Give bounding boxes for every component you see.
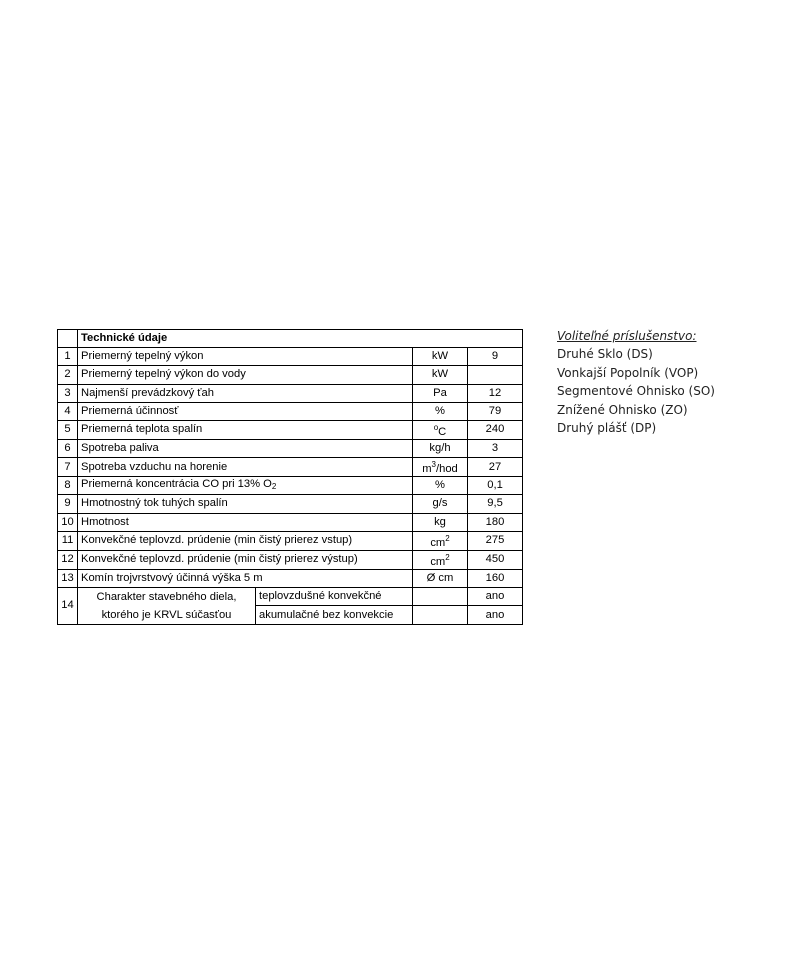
row-unit [413, 366, 468, 384]
row-unit [413, 458, 468, 477]
row-label-text: Komín trojvrstvový účinná výška 5 m [81, 571, 263, 584]
row-label-text: Priemerný tepelný výkon do vody [81, 368, 246, 381]
row-value: 240 [468, 420, 523, 439]
row-label-text: Hmotnostný tok tuhých spalín [81, 497, 228, 510]
row-value: 9 [468, 348, 523, 366]
row-value: ano [468, 606, 523, 625]
row-number: 7 [58, 458, 78, 477]
table-row [58, 458, 523, 477]
row-value: 275 [468, 531, 523, 550]
row-unit-text: kg [434, 515, 446, 528]
row-number: 10 [58, 513, 78, 531]
accessory-item: Segmentové Ohnisko (SO) [557, 384, 715, 399]
table-row [58, 384, 523, 402]
row-unit-superscript: o [433, 422, 439, 432]
row-unit [413, 606, 468, 625]
row-label [78, 477, 413, 495]
row-value: 12 [468, 384, 523, 402]
row-label [78, 458, 413, 477]
accessory-item: Druhé Sklo (DS) [557, 347, 653, 361]
row-unit-text: % [435, 479, 445, 492]
row-value: 79 [468, 402, 523, 420]
row-unit [413, 531, 468, 550]
row-unit-text: /hod [436, 463, 458, 476]
row-unit-text: kW [431, 368, 449, 381]
row-unit-superscript: 2 [445, 552, 450, 562]
row-value: 160 [468, 569, 523, 587]
row-unit [413, 348, 468, 366]
row-label-text: Priemerná teplota spalín [81, 423, 203, 436]
row-label [78, 569, 413, 587]
table-row [58, 587, 523, 606]
table-row [58, 348, 523, 366]
row-unit [413, 477, 468, 495]
row-unit [413, 420, 468, 439]
row-value: 0,1 [468, 477, 523, 495]
row-unit-text: Pa [433, 386, 447, 399]
technical-data-table-wrapper [57, 329, 522, 625]
row-unit [413, 384, 468, 402]
row-value: 450 [468, 550, 523, 569]
row-number: 12 [58, 550, 78, 569]
row-number: 14 [58, 587, 78, 624]
row-unit-text: g/s [432, 497, 448, 510]
table-row [58, 420, 523, 439]
row-label-text: Priemerná koncentrácia CO pri 13% O [81, 478, 272, 491]
row-label-text: Konvekčné teplovzd. prúdenie (min čistý prierez vstup) [81, 534, 353, 547]
row-unit [413, 587, 468, 606]
table-title: Technické údaje [78, 330, 523, 348]
row-label-text: Konvekčné teplovzd. prúdenie (min čistý prierez výstup) [81, 553, 358, 566]
technical-data-table [57, 329, 523, 625]
row-number: 8 [58, 477, 78, 495]
row-unit [413, 550, 468, 569]
row-number: 3 [58, 384, 78, 402]
accessories-panel [557, 329, 715, 438]
row-label [78, 366, 413, 384]
row-unit [413, 495, 468, 513]
table-row [58, 550, 523, 569]
row-value: 9,5 [468, 495, 523, 513]
row-number: 13 [58, 569, 78, 587]
row-label [78, 550, 413, 569]
header-blank-cell [58, 330, 78, 348]
row-label-subscript: 2 [271, 482, 277, 492]
accessory-item: Vonkajší Popolník (VOP) [557, 365, 699, 380]
row-unit-text: cm [430, 536, 446, 549]
row-value: 180 [468, 513, 523, 531]
row-value: 27 [468, 458, 523, 477]
row-label-text: Spotreba paliva [81, 442, 159, 455]
accessories-title: Voliteľné príslušenstvo: [557, 329, 697, 343]
row-number: 9 [58, 495, 78, 513]
row-unit-text: kW [431, 350, 449, 363]
row-number: 4 [58, 402, 78, 420]
row-label [78, 384, 413, 402]
accessories-list [557, 345, 715, 438]
row-label-line1: Charakter stavebného diela, [96, 590, 237, 603]
row-value: 3 [468, 439, 523, 457]
row-label-text: Priemerný tepelný výkon [81, 350, 204, 363]
row-unit [413, 513, 468, 531]
row-number: 1 [58, 348, 78, 366]
row-unit-prefix: m [422, 463, 432, 476]
accessory-item: Druhý plášť (DP) [557, 421, 657, 436]
row-option: teplovzdušné konvekčné [256, 587, 413, 606]
row-option: akumulačné bez konvekcie [256, 606, 413, 625]
table-row [58, 569, 523, 587]
row-label-text: Spotreba vzduchu na horenie [81, 460, 228, 473]
row-unit-text: kg/h [429, 442, 451, 455]
row-unit-text: % [435, 404, 445, 417]
row-label [78, 439, 413, 457]
row-value: ano [468, 587, 523, 606]
row-number: 6 [58, 439, 78, 457]
row-label [78, 531, 413, 550]
row-unit-superscript: 3 [431, 460, 436, 470]
row-unit [413, 569, 468, 587]
row-label-text: Priemerná účinnosť [81, 404, 179, 417]
row-number: 2 [58, 366, 78, 384]
table-row [58, 495, 523, 513]
row-label [78, 348, 413, 366]
row-label-line2: ktorého je KRVL súčasťou [101, 608, 232, 621]
table-row [58, 477, 523, 495]
table-row [58, 513, 523, 531]
row-label-text: Hmotnost [81, 515, 129, 528]
row-label [78, 402, 413, 420]
row-number: 11 [58, 531, 78, 550]
row-unit-text: Ø cm [426, 571, 454, 584]
row-label [78, 495, 413, 513]
row-unit-text: cm [430, 555, 446, 568]
row-value [468, 366, 523, 384]
row-label [78, 587, 256, 624]
accessory-item: Znížené Ohnisko (ZO) [557, 402, 688, 417]
table-row [58, 366, 523, 384]
table-row [58, 439, 523, 457]
row-unit-text: C [438, 425, 447, 438]
row-label [78, 513, 413, 531]
row-label-text: Najmenší prevádzkový ťah [81, 386, 214, 399]
table-header-row [58, 330, 523, 348]
row-unit-superscript: 2 [445, 533, 450, 543]
row-unit [413, 402, 468, 420]
table-row [58, 402, 523, 420]
row-number: 5 [58, 420, 78, 439]
row-unit [413, 439, 468, 457]
row-label [78, 420, 413, 439]
table-row [58, 531, 523, 550]
